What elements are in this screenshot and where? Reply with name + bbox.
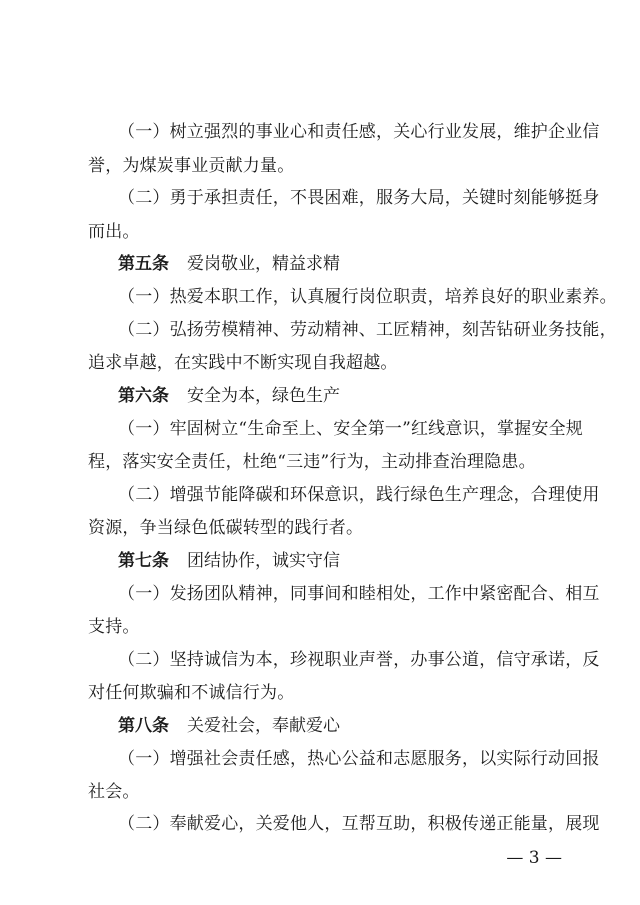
article-number: 第六条	[118, 386, 169, 406]
paragraph-line: （二）弘扬劳模精神、劳动精神、工匠精神，刻苦钻研业务技能，	[118, 320, 617, 340]
paragraph-line: （二）坚持诚信为本，珍视职业声誉，办事公道，信守承诺，反	[118, 650, 600, 670]
article-number: 第八条	[118, 716, 169, 736]
article-title: 爱岗敬业，精益求精	[187, 254, 340, 274]
paragraph-line: （二）奉献爱心，关爱他人，互帮互助，积极传递正能量，展现	[118, 814, 600, 834]
article-title: 安全为本，绿色生产	[187, 386, 340, 406]
article-heading	[118, 386, 340, 406]
paragraph-line: 而出。	[88, 222, 140, 242]
paragraph-line: 资源，争当绿色低碳转型的践行者。	[88, 518, 364, 538]
article-number: 第五条	[118, 254, 169, 274]
paragraph-line: （一）增强社会责任感，热心公益和志愿服务，以实际行动回报	[118, 749, 600, 769]
paragraph-line: （一）发扬团队精神，同事间和睦相处，工作中紧密配合、相互	[118, 584, 600, 604]
paragraph-line: （一）牢固树立“生命至上、安全第一”红线意识，掌握安全规	[118, 419, 583, 439]
paragraph-line: 社会。	[88, 782, 140, 802]
paragraph-line: （一）树立强烈的事业心和责任感，关心行业发展，维护企业信	[118, 122, 600, 142]
article-heading	[118, 254, 340, 274]
paragraph-line: 对任何欺骗和不诚信行为。	[88, 683, 295, 703]
paragraph-line: （二）增强节能降碳和环保意识，践行绿色生产理念，合理使用	[118, 485, 600, 505]
article-title: 团结协作，诚实守信	[187, 551, 340, 571]
paragraph-line: 追求卓越，在实践中不断实现自我超越。	[88, 353, 398, 373]
paragraph-line: （一）热爱本职工作，认真履行岗位职责，培养良好的职业素养。	[118, 287, 617, 307]
article-heading	[118, 551, 340, 571]
article-heading	[118, 716, 340, 736]
article-title: 关爱社会，奉献爱心	[187, 716, 340, 736]
paragraph-line: 支持。	[88, 617, 140, 637]
page-number: — 3 —	[506, 848, 562, 868]
paragraph-line: （二）勇于承担责任，不畏困难，服务大局，关键时刻能够挺身	[118, 188, 600, 208]
paragraph-line: 誉，为煤炭事业贡献力量。	[88, 156, 295, 176]
article-number: 第七条	[118, 551, 169, 571]
paragraph-line: 程，落实安全责任，杜绝“三违”行为，主动排查治理隐患。	[88, 452, 536, 472]
